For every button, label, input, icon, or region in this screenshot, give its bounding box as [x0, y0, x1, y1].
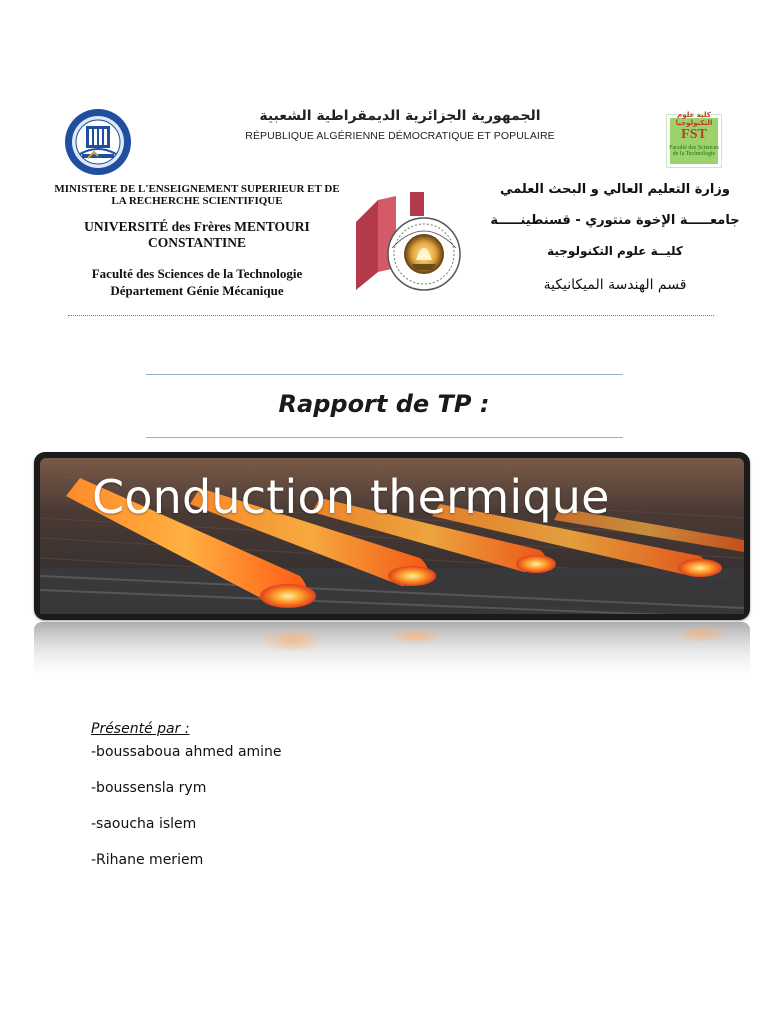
ministry-name-arabic: وزارة التعليم العالي و البحث العلمي: [500, 182, 730, 197]
republic-name-arabic: الجمهورية الجزائرية الديمقراطية الشعبية: [259, 108, 541, 124]
faculty-logo: [666, 111, 722, 168]
university-name-french: [52, 219, 342, 251]
faculty-name-french: Faculté des Sciences de la Technologie: [91, 266, 303, 281]
author-name: -saoucha islem: [91, 816, 197, 832]
report-heading: Rapport de TP :: [278, 390, 490, 418]
department-name-arabic: قسم الهندسة الميكانيكية: [543, 277, 687, 293]
faculty-department-french: [52, 265, 342, 299]
header-divider: [68, 315, 714, 316]
department-logo: [348, 192, 480, 292]
presented-by-label: Présenté par :: [91, 721, 190, 737]
university-name-line2: CONSTANTINE: [147, 235, 247, 250]
university-name-arabic: جامعـــــة الإخوة منتوري - قسنطينـــــة: [490, 213, 740, 228]
faculty-name-arabic: كليــة علوم التكنولوجية: [547, 244, 683, 258]
banner-reflection: [34, 622, 750, 684]
department-name-french: Département Génie Mécanique: [110, 283, 284, 298]
faculty-logo-arabic: كلية علوم التكنولوجيا: [675, 111, 713, 127]
republic-name-french: RÉPUBLIQUE ALGÉRIENNE DÉMOCRATIQUE ET POPULAIRE: [245, 130, 555, 142]
ministry-name-french: MINISTERE DE L'ENSEIGNEMENT SUPERIEUR ET DE LA RECHERCHE SCIENTIFIQUE: [54, 183, 340, 207]
university-name-line1: UNIVERSITÉ des Frères MENTOURI: [84, 219, 310, 234]
faculty-logo-subtitle: Faculté des Sciences de la Technologie: [669, 145, 719, 157]
author-name: -boussaboua ahmed amine: [91, 744, 282, 760]
author-name: -boussensla rym: [91, 780, 207, 796]
heading-bottom-rule: [146, 437, 623, 438]
heading-top-rule: [146, 374, 623, 375]
author-name: -Rihane meriem: [91, 852, 204, 868]
faculty-logo-text: FST: [681, 127, 707, 142]
university-logo: [64, 108, 132, 176]
report-title: Conduction thermique: [92, 470, 610, 524]
